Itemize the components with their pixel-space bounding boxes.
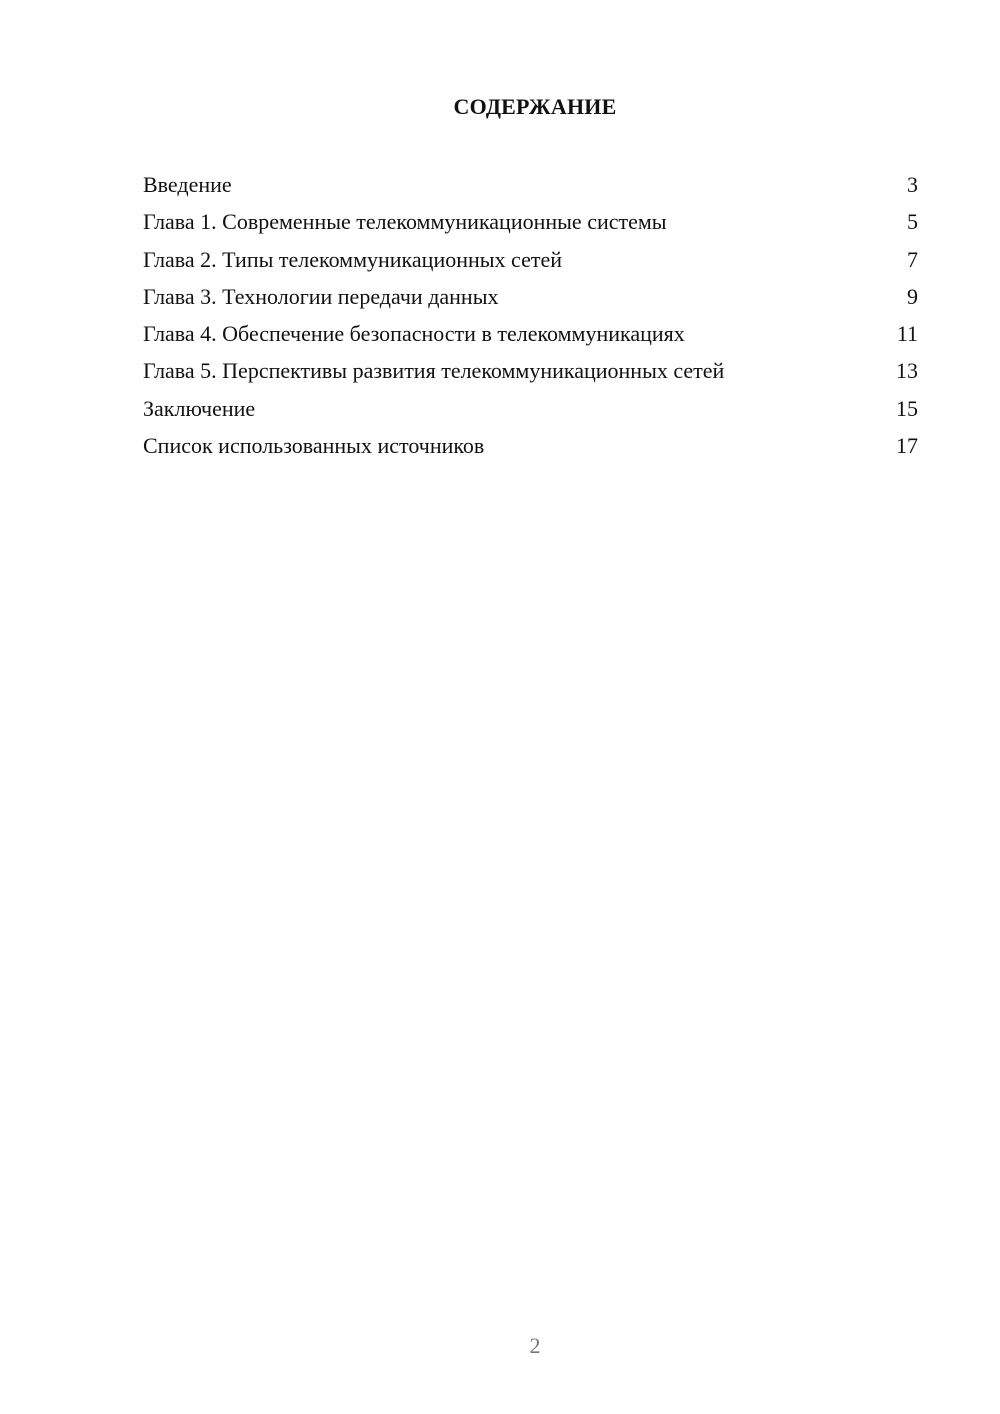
toc-entry-page: 13 [896, 358, 918, 384]
page-title: СОДЕРЖАНИЕ [453, 94, 617, 119]
toc-entry [143, 168, 918, 205]
toc-entry [143, 317, 918, 354]
page-number: 2 [529, 1333, 541, 1358]
toc-entry-label: Введение [143, 172, 232, 197]
toc-entry-label: Список использованных источников [143, 433, 485, 459]
toc-entry [143, 354, 918, 391]
toc-entry-page: 15 [896, 395, 918, 421]
toc-entry-label: Заключение [143, 395, 256, 421]
toc-entry [143, 205, 918, 242]
toc-entry-page: 11 [896, 321, 918, 347]
table-of-contents [143, 168, 918, 466]
toc-entry-page: 5 [907, 209, 918, 235]
toc-entry [143, 280, 918, 317]
toc-entry-label: Глава 3. Технологии передачи данных [143, 283, 499, 309]
toc-entry-label: Глава 4. Обеспечение безопасности в телекоммуникациях [143, 321, 685, 347]
toc-entry [143, 243, 918, 280]
toc-entry-label: Глава 1. Современные телекоммуникационные системы [143, 209, 667, 235]
toc-entry-page: 3 [907, 172, 918, 197]
toc-entry-page: 9 [907, 283, 918, 309]
toc-entry-page: 17 [896, 433, 918, 459]
toc-entry [143, 429, 918, 466]
toc-entry [143, 392, 918, 429]
toc-entry-page: 7 [907, 246, 918, 272]
toc-entry-label: Глава 2. Типы телекоммуникационных сетей [143, 246, 562, 272]
toc-entry-label: Глава 5. Перспективы развития телекоммуникационных сетей [143, 358, 725, 384]
